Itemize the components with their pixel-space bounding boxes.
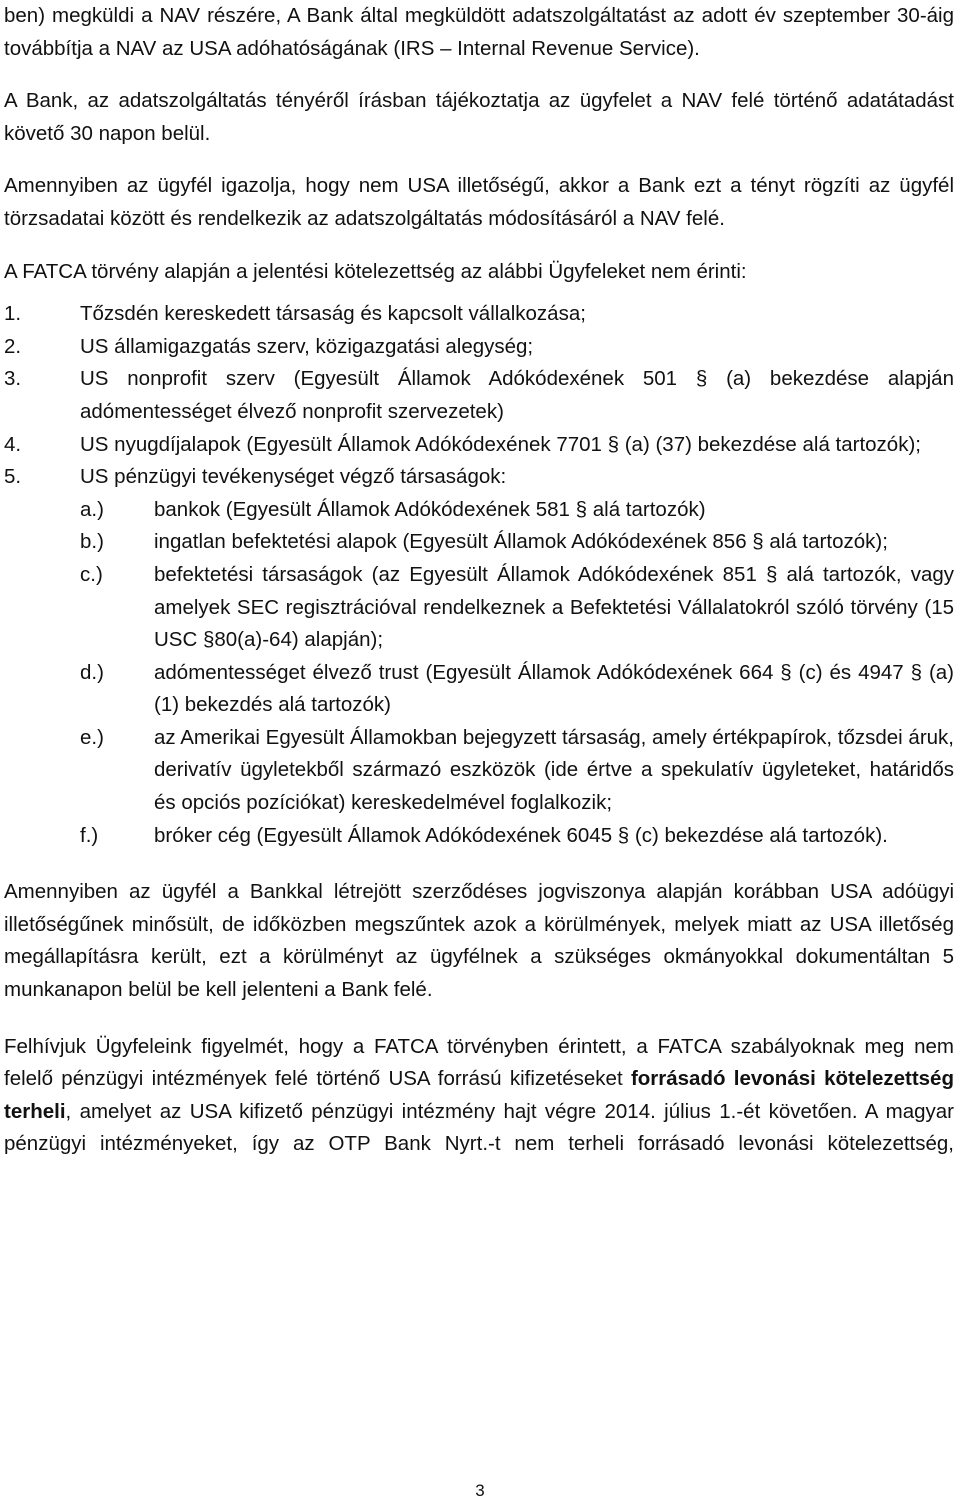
- list-text: US államigazgatás szerv, közigazgatási alegység;: [80, 334, 534, 358]
- sublist-marker: b.): [80, 530, 104, 554]
- list-text: Tőzsdén kereskedett társaság és kapcsolt vállalkozása;: [80, 302, 586, 326]
- sublist-text: bróker cég (Egyesült Államok Adókódexének 6045 § (c) bekezdése alá tartozók).: [154, 823, 888, 847]
- sublist-item: [80, 494, 954, 527]
- list-marker: 4.: [4, 432, 22, 456]
- sublist-text: ingatlan befektetési alapok (Egyesült Államok Adókódexének 856 § alá tartozók);: [154, 530, 888, 554]
- exemption-list: [4, 298, 954, 494]
- list-item: [4, 331, 954, 364]
- sublist-marker: f.): [80, 823, 99, 847]
- list-text: US nonprofit szerv (Egyesült Államok Adókódexének 501 § (a) bekezdése alapján adómentességet élvező nonprofit szervezetek): [80, 367, 954, 423]
- list-item: [4, 298, 954, 331]
- sublist-text: befektetési társaságok (az Egyesült Államok Adókódexének 851 § alá tartozók, vagy amelyek SEC regisztrációval rendelkeznek a Befektetési Vállalatokról szóló törvény (15 USC §80(a)-64) alapján);: [154, 562, 954, 652]
- sublist-item: [80, 657, 954, 722]
- list-marker: 1.: [4, 302, 22, 326]
- list-marker: 3.: [4, 367, 22, 391]
- sublist-item: [80, 722, 954, 820]
- paragraph-exemption-intro: A FATCA törvény alapján a jelentési kötelezettség az alábbi Ügyfeleket nem érinti:: [4, 259, 747, 283]
- withholding-text-start: Felhívjuk Ügyfeleink figyelmét, hogy a FATCA törvényben érintett, a FATCA szabályoknak meg nem felelő pénzügyi intézmények felé történő USA forrású kifizetéseket: [4, 1034, 954, 1091]
- list-marker: 5.: [4, 465, 22, 489]
- withholding-emphasis: forrásadó levonási kötelezettség terheli: [4, 1067, 954, 1123]
- sublist-marker: c.): [80, 562, 103, 586]
- sublist-marker: e.): [80, 725, 104, 749]
- paragraph-residency-change: Amennyiben az ügyfél a Bankkal létrejött szerződéses jogviszonya alapján korábban USA adóügyi illetőségűnek minősült, de időközben megszűntek azok a körülmények, melyek miatt az USA illetőség megállapításra került, ezt a körülményt az ügyfélnek a szükséges okmányokkal dokumentáltan 5 munkanapon belül be kell jelenteni a Bank felé.: [4, 880, 954, 1002]
- document-body: [4, 0, 954, 1161]
- financial-companies-sublist: [80, 494, 954, 853]
- sublist-item: [80, 820, 954, 853]
- paragraph-client-notice: A Bank, az adatszolgáltatás tényéről írásban tájékoztatja az ügyfelet a NAV felé történő adatátadást követő 30 napon belül.: [4, 89, 954, 145]
- list-item: [4, 429, 954, 462]
- sublist-text: az Amerikai Egyesült Államokban bejegyzett társaság, amely értékpapírok, tőzsdei áruk, derivatív ügyletekből származó eszközök (ide értve a spekulatív ügyleteket, határidős és opciós pozíciókat) kereskedelmével foglalkozik;: [154, 725, 954, 815]
- list-marker: 2.: [4, 334, 22, 358]
- list-text: US nyugdíjalapok (Egyesült Államok Adókódexének 7701 § (a) (37) bekezdése alá tartozók);: [80, 432, 921, 456]
- list-item: [4, 461, 954, 494]
- paragraph-non-us-residency: Amennyiben az ügyfél igazolja, hogy nem USA illetőségű, akkor a Bank ezt a tényt rögzíti az ügyfél törzsadatai között és rendelkezik az adatszolgáltatás módosításáról a NAV felé.: [4, 174, 954, 230]
- sublist-item: [80, 559, 954, 657]
- list-item: [4, 363, 954, 428]
- list-text: US pénzügyi tevékenységet végző társaságok:: [80, 465, 507, 489]
- page-number: 3: [475, 1481, 485, 1500]
- sublist-item: [80, 526, 954, 559]
- sublist-text: adómentességet élvező trust (Egyesült Államok Adókódexének 664 § (c) és 4947 § (a) (1) bekezdés alá tartozók): [154, 660, 954, 717]
- withholding-text-end: , amelyet az USA kifizető pénzügyi intézmény hajt végre 2014. július 1.-ét követően. A magyar pénzügyi intézményeket, így az OTP Bank Nyrt.-t nem terheli forrásadó levonási kötelezettség,: [4, 1099, 954, 1156]
- paragraph-withholding-tax: [4, 1031, 954, 1161]
- sublist-marker: a.): [80, 497, 104, 521]
- sublist-marker: d.): [80, 660, 104, 684]
- sublist-text: bankok (Egyesült Államok Adókódexének 581 § alá tartozók): [154, 497, 706, 521]
- paragraph-irs-transfer: ben) megküldi a NAV részére, A Bank által megküldött adatszolgáltatást az adott év szeptember 30-áig továbbítja a NAV az USA adóhatóságának (IRS – Internal Revenue Service).: [4, 4, 954, 60]
